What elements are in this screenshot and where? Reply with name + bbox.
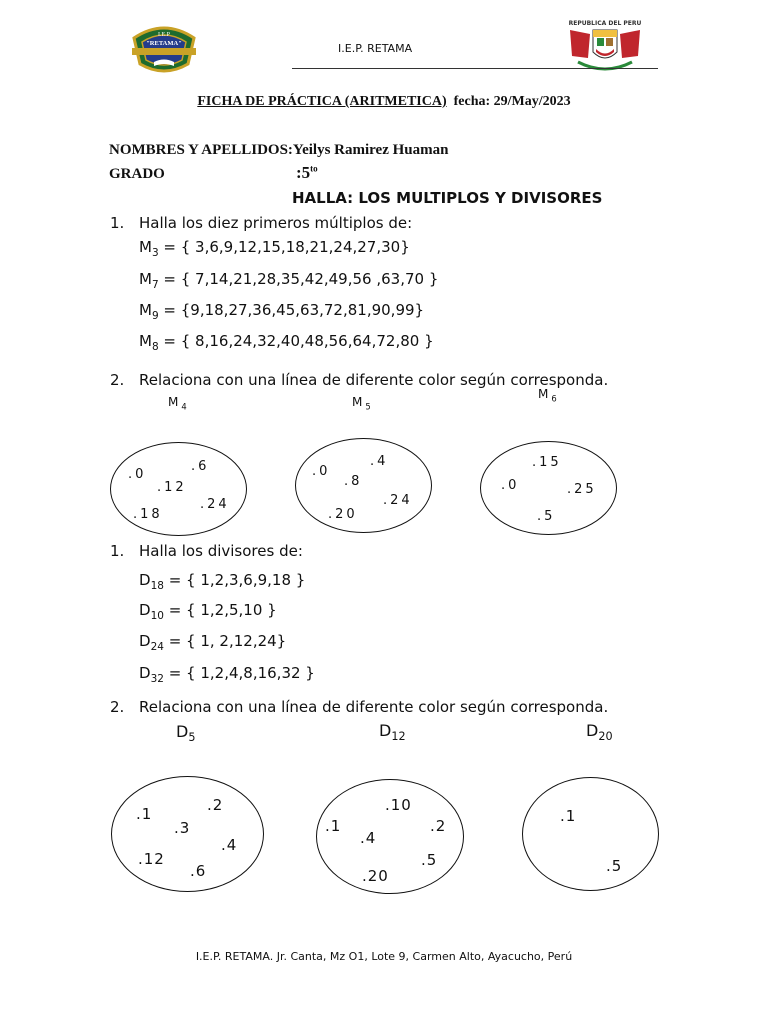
set-element: .1 [136,805,153,823]
set-element: .25 [567,482,597,497]
set-label [168,395,190,411]
set-label-subscript: 5 [365,401,374,412]
grade-number: :5 [296,163,311,182]
logo-text-name: "RETAMA" [146,40,182,47]
set-label [586,721,613,743]
row-symbol: D [139,571,151,589]
set-ellipse [522,777,659,891]
set-element: .24 [383,493,413,508]
row-set: = { 1,2,4,8,16,32 } [163,664,315,682]
row-subscript: 3 [151,247,159,259]
logo-text-top: I.E.P [158,32,170,38]
row-symbol: M [139,301,152,319]
name-label: NOMBRES Y APELLIDOS: [109,142,293,158]
row-set: = {9,18,27,36,45,63,72,81,90,99} [158,301,425,319]
set-label-symbol: D [379,721,392,740]
row-symbol: M [139,332,152,350]
set-element: .0 [312,464,331,479]
header-school-name: I.E.P. RETAMA [338,42,413,55]
set-element: .20 [362,867,389,885]
set-label [352,395,374,411]
set-element: .1 [325,817,342,835]
set-label-symbol: D [586,721,599,740]
set-element: .5 [606,857,623,875]
divisor-row [139,664,315,685]
row-set: = { 7,14,21,28,35,42,49,56 ,63,70 } [158,270,439,288]
set-label-symbol: M [168,395,182,409]
section3-number: 1. [110,542,125,560]
row-set: = { 8,16,24,32,40,48,56,64,72,80 } [158,332,434,350]
row-symbol: D [139,632,151,650]
set-label-subscript: 6 [551,393,560,404]
set-element: .4 [370,454,389,469]
set-label-subscript: 12 [391,730,406,744]
row-subscript: 8 [151,341,159,353]
set-element: .0 [128,467,147,482]
row-set: = { 1,2,3,6,9,18 } [163,571,306,589]
row-set: = { 1, 2,12,24} [163,632,287,650]
row-symbol: M [139,238,152,256]
set-element: .2 [430,817,447,835]
row-set: = { 3,6,9,12,15,18,21,24,27,30} [158,238,410,256]
divisor-row [139,601,277,622]
student-name: Yeilys Ramirez Huaman [292,142,449,158]
row-subscript: 10 [150,610,164,622]
set-element: .0 [501,478,520,493]
row-subscript: 7 [151,279,159,291]
row-subscript: 24 [150,641,164,653]
section2-text: Relaciona con una línea de diferente color según corresponda. [139,371,609,389]
title-date: fecha: 29/May/2023 [453,94,571,109]
set-label [538,387,560,403]
set-label-subscript: 5 [188,731,196,745]
header-rule [292,68,658,69]
set-element: .8 [344,474,363,489]
section4-number: 2. [110,698,125,716]
divisor-row [139,571,305,592]
section3-text: Halla los divisores de: [139,542,303,560]
set-element: .2 [207,796,224,814]
set-element: .18 [133,507,163,522]
row-subscript: 9 [151,310,159,322]
school-logo [128,20,200,76]
page-heading: HALLA: LOS MULTIPLOS Y DIVISORES [292,189,603,207]
multiple-row [139,301,424,322]
grade-value [296,163,318,183]
set-element: .6 [191,459,210,474]
divisor-row [139,632,286,653]
row-subscript: 18 [150,580,164,592]
set-label-subscript: 20 [598,730,613,744]
set-element: .5 [537,509,556,524]
section1-text: Halla los diez primeros múltiplos de: [139,214,413,232]
set-element: .4 [221,836,238,854]
seal-text: REPUBLICA DEL PERU [568,20,642,27]
section4-text: Relaciona con una línea de diferente color según corresponda. [139,698,609,716]
row-symbol: D [139,601,151,619]
section2-number: 2. [110,371,125,389]
set-element: .4 [360,829,377,847]
row-set: = { 1,2,5,10 } [163,601,277,619]
student-name-row [109,142,448,159]
grade-sup: to [310,163,318,174]
set-element: .10 [385,796,412,814]
row-symbol: D [139,664,151,682]
set-element: .24 [200,497,230,512]
set-label-symbol: M [538,387,552,401]
section1-number: 1. [110,214,125,232]
row-symbol: M [139,270,152,288]
set-element: .15 [532,455,562,470]
set-label [379,721,406,743]
grade-label: GRADO [109,166,165,182]
set-element: .3 [174,819,191,837]
set-label [176,722,195,744]
title-subject: FICHA DE PRÁCTICA (ARITMETICA) [197,94,447,109]
worksheet-title [0,94,768,110]
set-label-symbol: M [352,395,366,409]
set-element: .5 [421,851,438,869]
set-label-subscript: 4 [181,401,190,412]
multiple-row [139,270,438,291]
multiple-row [139,332,434,353]
set-label-symbol: D [176,722,189,741]
set-element: .12 [138,850,165,868]
set-ellipse [295,438,432,533]
multiple-row [139,238,410,259]
peru-seal [560,16,650,76]
row-subscript: 32 [150,673,164,685]
set-element: .12 [157,480,187,495]
set-element: .1 [560,807,577,825]
set-element: .6 [190,862,207,880]
set-element: .20 [328,507,358,522]
page-footer: I.E.P. RETAMA. Jr. Canta, Mz O1, Lote 9, Carmen Alto, Ayacucho, Perú [195,950,573,963]
